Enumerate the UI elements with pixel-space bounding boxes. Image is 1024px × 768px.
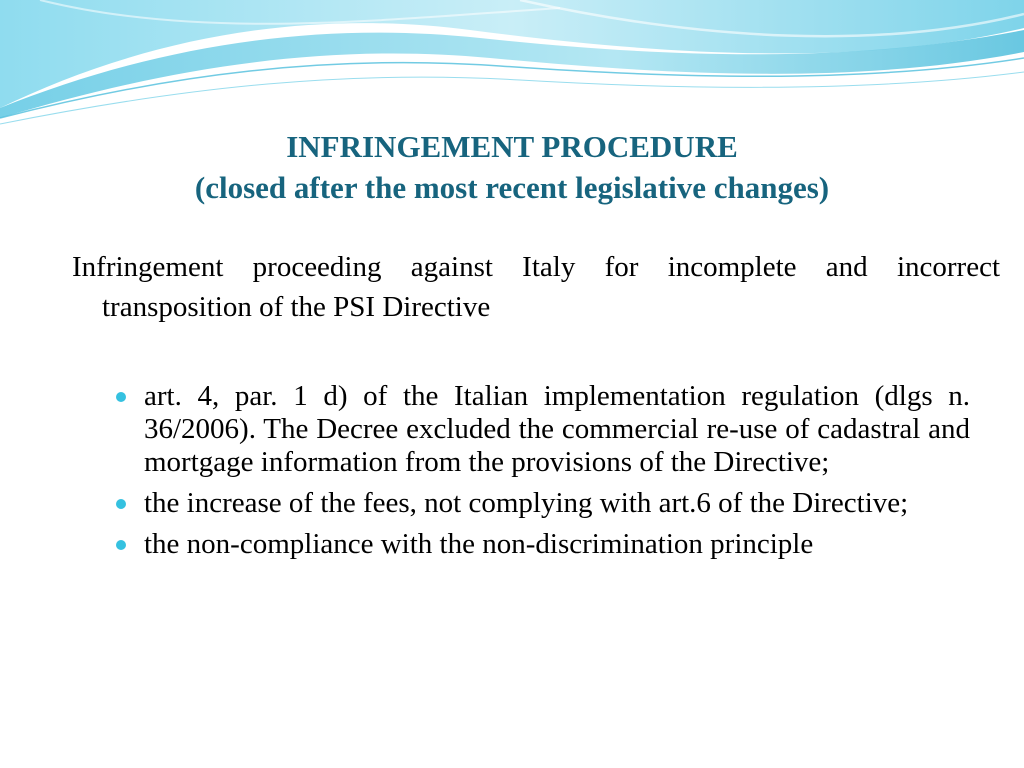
bullet-item bbox=[112, 380, 970, 479]
intro-text: Infringement proceeding against Italy for incomplete and incorrect transposition of the PSI Directive bbox=[72, 251, 1000, 323]
slide-title bbox=[0, 126, 1024, 208]
header-wave-decoration bbox=[0, 0, 1024, 130]
bullet-text: the non-compliance with the non-discrimination principle bbox=[144, 528, 814, 560]
bullet-list bbox=[112, 380, 970, 569]
title-line-1: INFRINGEMENT PROCEDURE bbox=[286, 129, 738, 164]
title-line-2: (closed after the most recent legislative changes) bbox=[194, 170, 830, 205]
bullet-item bbox=[112, 528, 970, 561]
bullet-text: the increase of the fees, not complying with art.6 of the Directive; bbox=[144, 487, 909, 519]
bullet-item bbox=[112, 487, 970, 520]
bullet-dot-icon bbox=[116, 499, 126, 509]
intro-paragraph bbox=[72, 247, 1000, 327]
bullet-dot-icon bbox=[116, 540, 126, 550]
bullet-dot-icon bbox=[116, 392, 126, 402]
bullet-text: art. 4, par. 1 d) of the Italian implementation regulation (dlgs n. 36/2006). The Decree excluded the commercial re-use of cadastral and mortgage information from the provisions of the Directive; bbox=[144, 380, 970, 478]
